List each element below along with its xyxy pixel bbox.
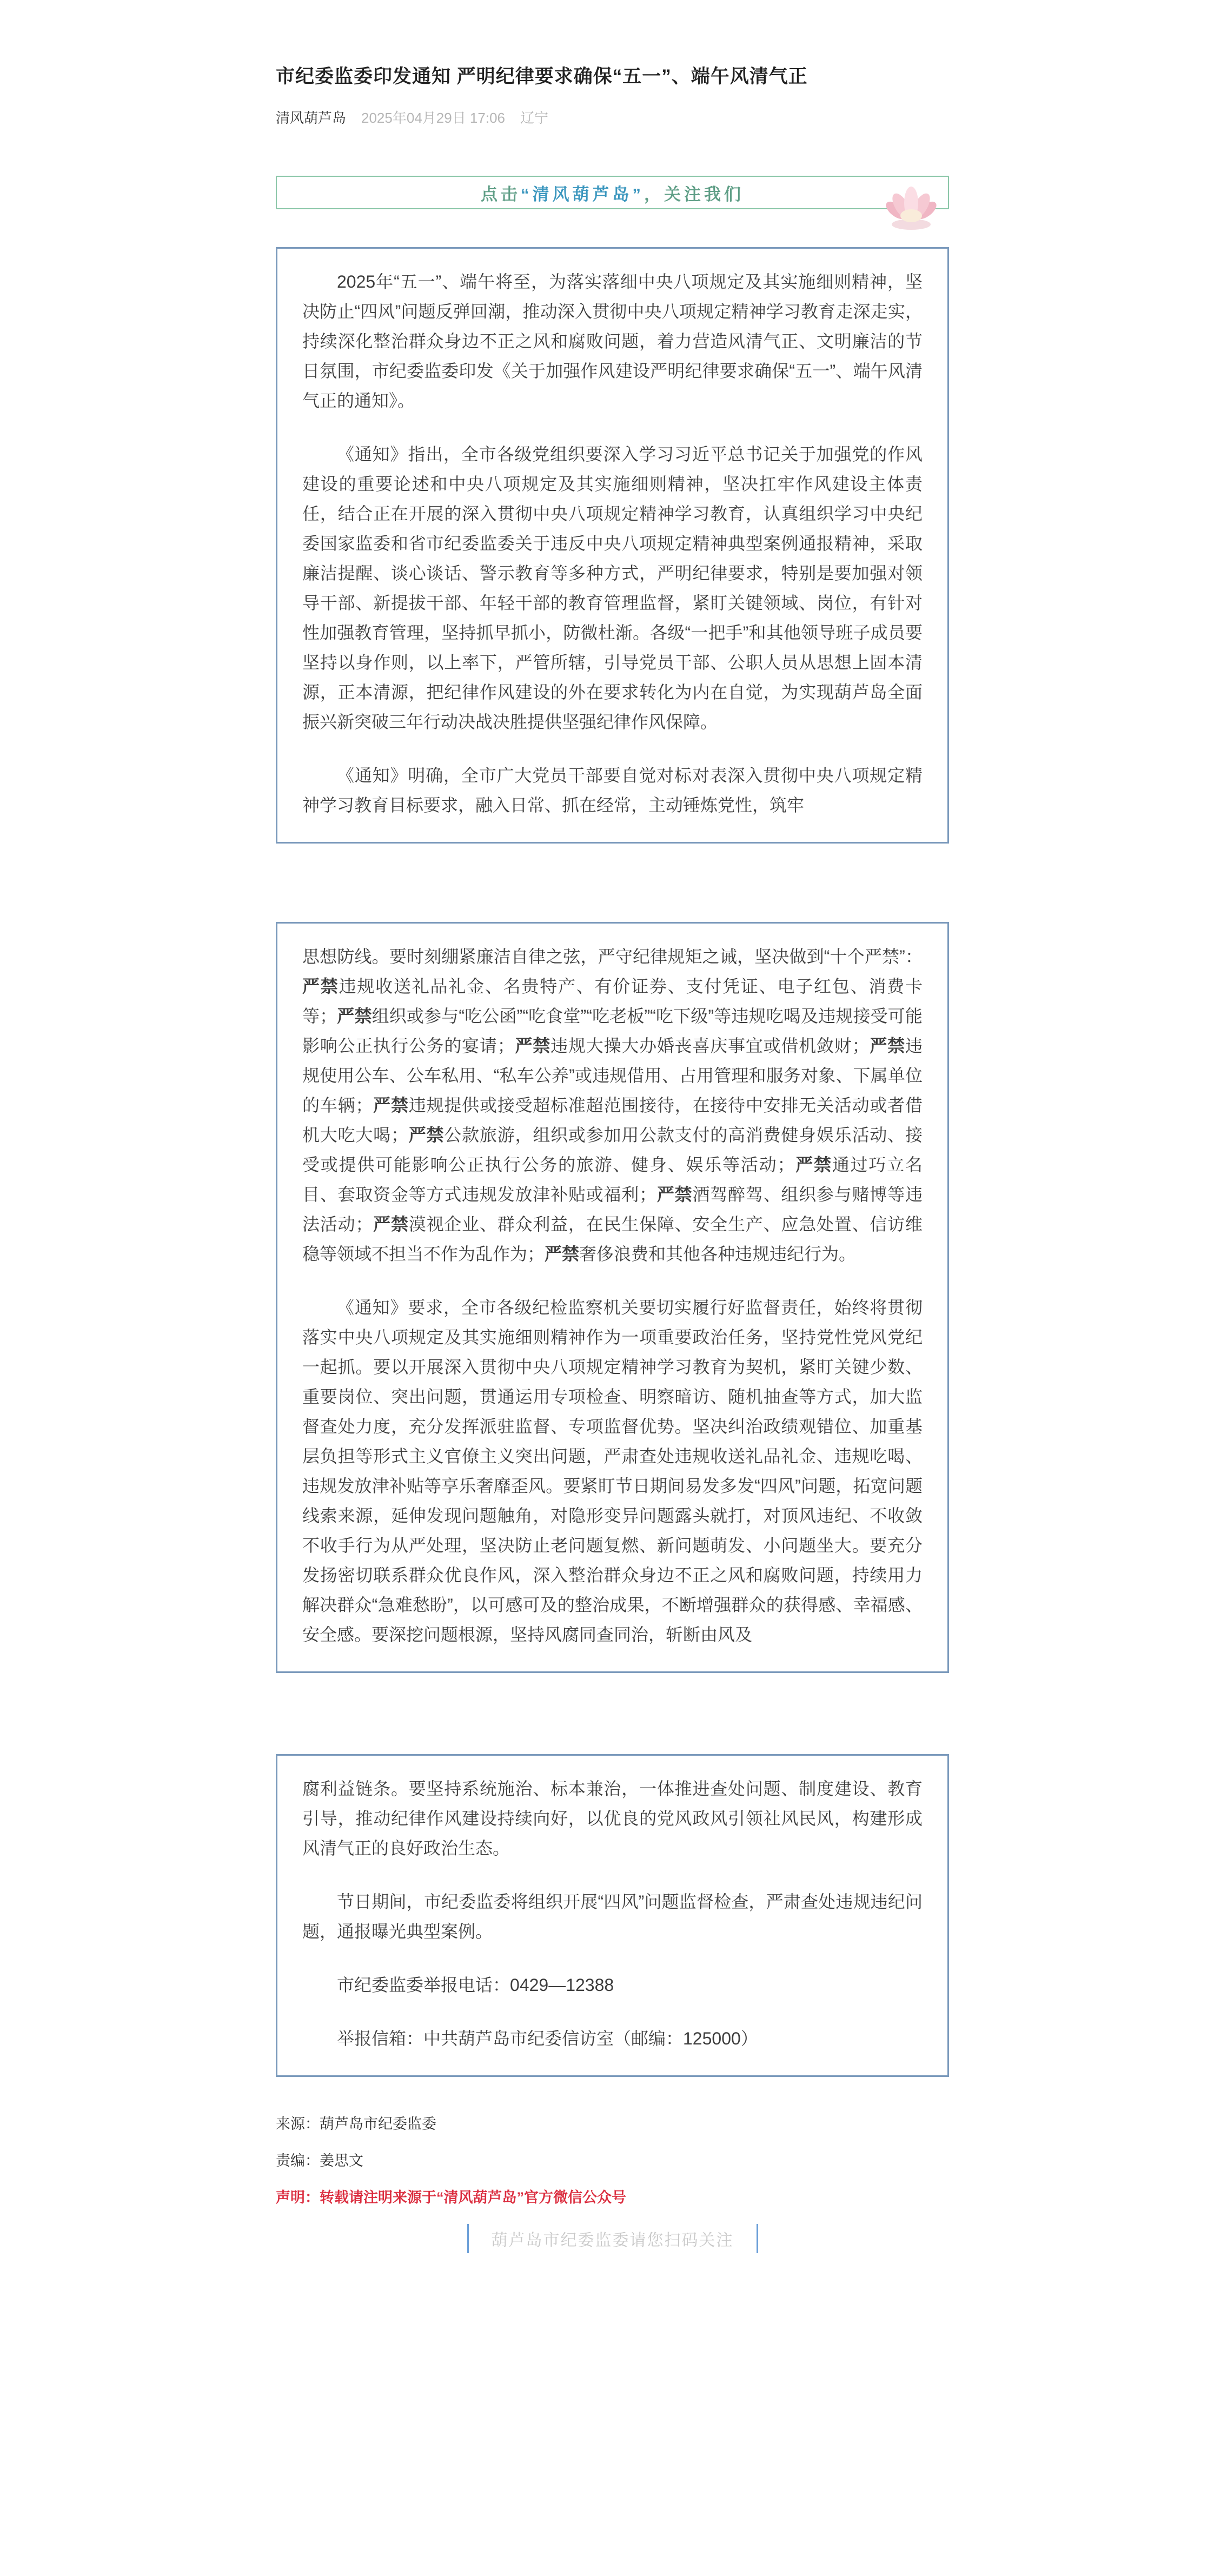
paragraph: 《通知》明确，全市广大党员干部要自觉对标对表深入贯彻中央八项规定精神学习教育目标要求，融入日常、抓在经常，主动锤炼党性，筑牢 (302, 766, 923, 815)
content-box (276, 1754, 949, 2077)
paragraph: 2025年“五一”、端午将至，为落实落细中央八项规定及其实施细则精神，坚决防止“四风”问题反弹回潮，推动深入贯彻中央八项规定精神学习教育走深走实，持续深化整治群众身边不正之风和腐败问题，着力营造风清气正、文明廉洁的节日氛围，市纪委监委印发《关于加强作风建设严明纪律要求确保“五一”、端午风清气正的通知》。 (302, 272, 923, 410)
banner-account: “清风葫芦岛” (521, 184, 644, 204)
content-box (276, 922, 949, 1673)
article-title: 市纪委监委印发通知 严明纪律要求确保“五一”、端午风清气正 (276, 66, 808, 87)
paragraph: 《通知》要求，全市各级纪检监察机关要切实履行好监督责任，始终将贯彻落实中央八项规定及其实施细则精神作为一项重要政治任务，坚持党性党风党纪一起抓。要以开展深入贯彻中央八项规定精神学习教育为契机，紧盯关键少数、重要岗位、突出问题，贯通运用专项检查、明察暗访、随机抽查等方式，加大监督查处力度，充分发挥派驻监督、专项监督优势。坚决纠治政绩观错位、加重基层负担等形式主义官僚主义突出问题，严肃查处违规收送礼品礼金、违规吃喝、违规发放津补贴等享乐奢靡歪风。要紧盯节日期间易发多发“四风”问题，拓宽问题线索来源，延伸发现问题触角，对隐形变异问题露头就打，对顶风违纪、不收敛不收手行为从严处理，坚决防止老问题复燃、新问题萌发、小问题坐大。要充分发扬密切联系群众优良作风，深入整治群众身边不正之风和腐败问题，持续用力解决群众“急难愁盼”，以可感可及的整治成果，不断增强群众的获得感、幸福感、安全感。要深挖问题根源，坚持风腐同查同治，斩断由风及 (302, 1298, 923, 1644)
paragraph: 节日期间，市纪委监委将组织开展“四风”问题监督检查，严肃查处违规违纪问题，通报曝光典型案例。 (302, 1892, 923, 1941)
paragraph: 《通知》指出，全市各级党组织要深入学习习近平总书记关于加强党的作风建设的重要论述和中央八项规定及其实施细则精神，坚决扛牢作风建设主体责任，结合正在开展的深入贯彻中央八项规定精神学习教育，认真组织学习中央纪委国家监委和省市纪委监委关于违反中央八项规定精神典型案例通报精神，采取廉洁提醒、谈心谈话、警示教育等多种方式，严明纪律要求，特别是要加强对领导干部、新提拔干部、年轻干部的教育管理监督，紧盯关键领域、岗位，有针对性加强教育管理，坚持抓早抓小，防微杜渐。各级“一把手”和其他领导班子成员要坚持以身作则，以上率下，严管所辖，引导党员干部、公职人员从思想上固本清源，正本清源，把纪律作风建设的外在要求转化为内在自觉，为实现葫芦岛全面振兴新突破三年行动决战决胜提供坚强纪律作风保障。 (302, 444, 923, 732)
paragraph: 腐利益链条。要坚持系统施治、标本兼治，一体推进查处问题、制度建设、教育引导，推动纪律作风建设持续向好，以优良的党风政风引领社风民风，构建形成风清气正的良好政治生态。 (302, 1779, 923, 1858)
publish-location: 辽宁 (520, 110, 548, 126)
scan-note: 葫芦岛市纪委监委请您扫码关注 (491, 2232, 734, 2249)
banner-text (481, 181, 744, 205)
banner-prefix: 点击 (481, 184, 521, 204)
publish-date: 2025年04月29日 17:06 (361, 110, 505, 126)
paragraph: 举报信箱：中共葫芦岛市纪委信访室（邮编：125000） (337, 2029, 758, 2048)
divider-bar-left (467, 2224, 469, 2253)
lotus-icon (884, 182, 938, 232)
follow-banner[interactable] (276, 176, 949, 209)
source-line: 来源：葫芦岛市纪委监委 (276, 2116, 436, 2132)
divider-bar-right (757, 2224, 758, 2253)
editor-line: 责编：姜思文 (276, 2153, 363, 2169)
paragraph: 思想防线。要时刻绷紧廉洁自律之弦，严守纪律规矩之诫，坚决做到“十个严禁”：严禁违规收送礼品礼金、名贵特产、有价证券、支付凭证、电子红包、消费卡等；严禁组织或参与“吃公函”“吃食堂”“吃老板”“吃下级”等违规吃喝及违规接受可能影响公正执行公务的宴请；严禁违规大操大办婚丧喜庆事宜或借机敛财；严禁违规使用公车、公车私用、“私车公养”或违规借用、占用管理和服务对象、下属单位的车辆；严禁违规提供或接受超标准超范围接待，在接待中安排无关活动或者借机大吃大喝；严禁公款旅游，组织或参加用公款支付的高消费健身娱乐活动、接受或提供可能影响公正执行公务的旅游、健身、娱乐等活动；严禁通过巧立名目、套取资金等方式违规发放津补贴或福利；严禁酒驾醉驾、组织参与赌博等违法活动；严禁漠视企业、群众利益，在民生保障、安全生产、应急处置、信访维稳等领域不担当不作为乱作为；严禁奢侈浪费和其他各种违规违纪行为。 (302, 947, 923, 1264)
paragraph: 市纪委监委举报电话：0429—12388 (337, 1975, 614, 1995)
banner-suffix: ，关注我们 (644, 184, 744, 204)
account-name[interactable]: 清风葫芦岛 (276, 110, 347, 126)
article-footer (276, 2112, 949, 2253)
byline (276, 107, 949, 127)
article-page (276, 0, 949, 2253)
content-box (276, 247, 949, 844)
scan-divider (276, 2224, 949, 2253)
statement-line: 声明：转载请注明来源于“清风葫芦岛”官方微信公众号 (276, 2189, 626, 2206)
